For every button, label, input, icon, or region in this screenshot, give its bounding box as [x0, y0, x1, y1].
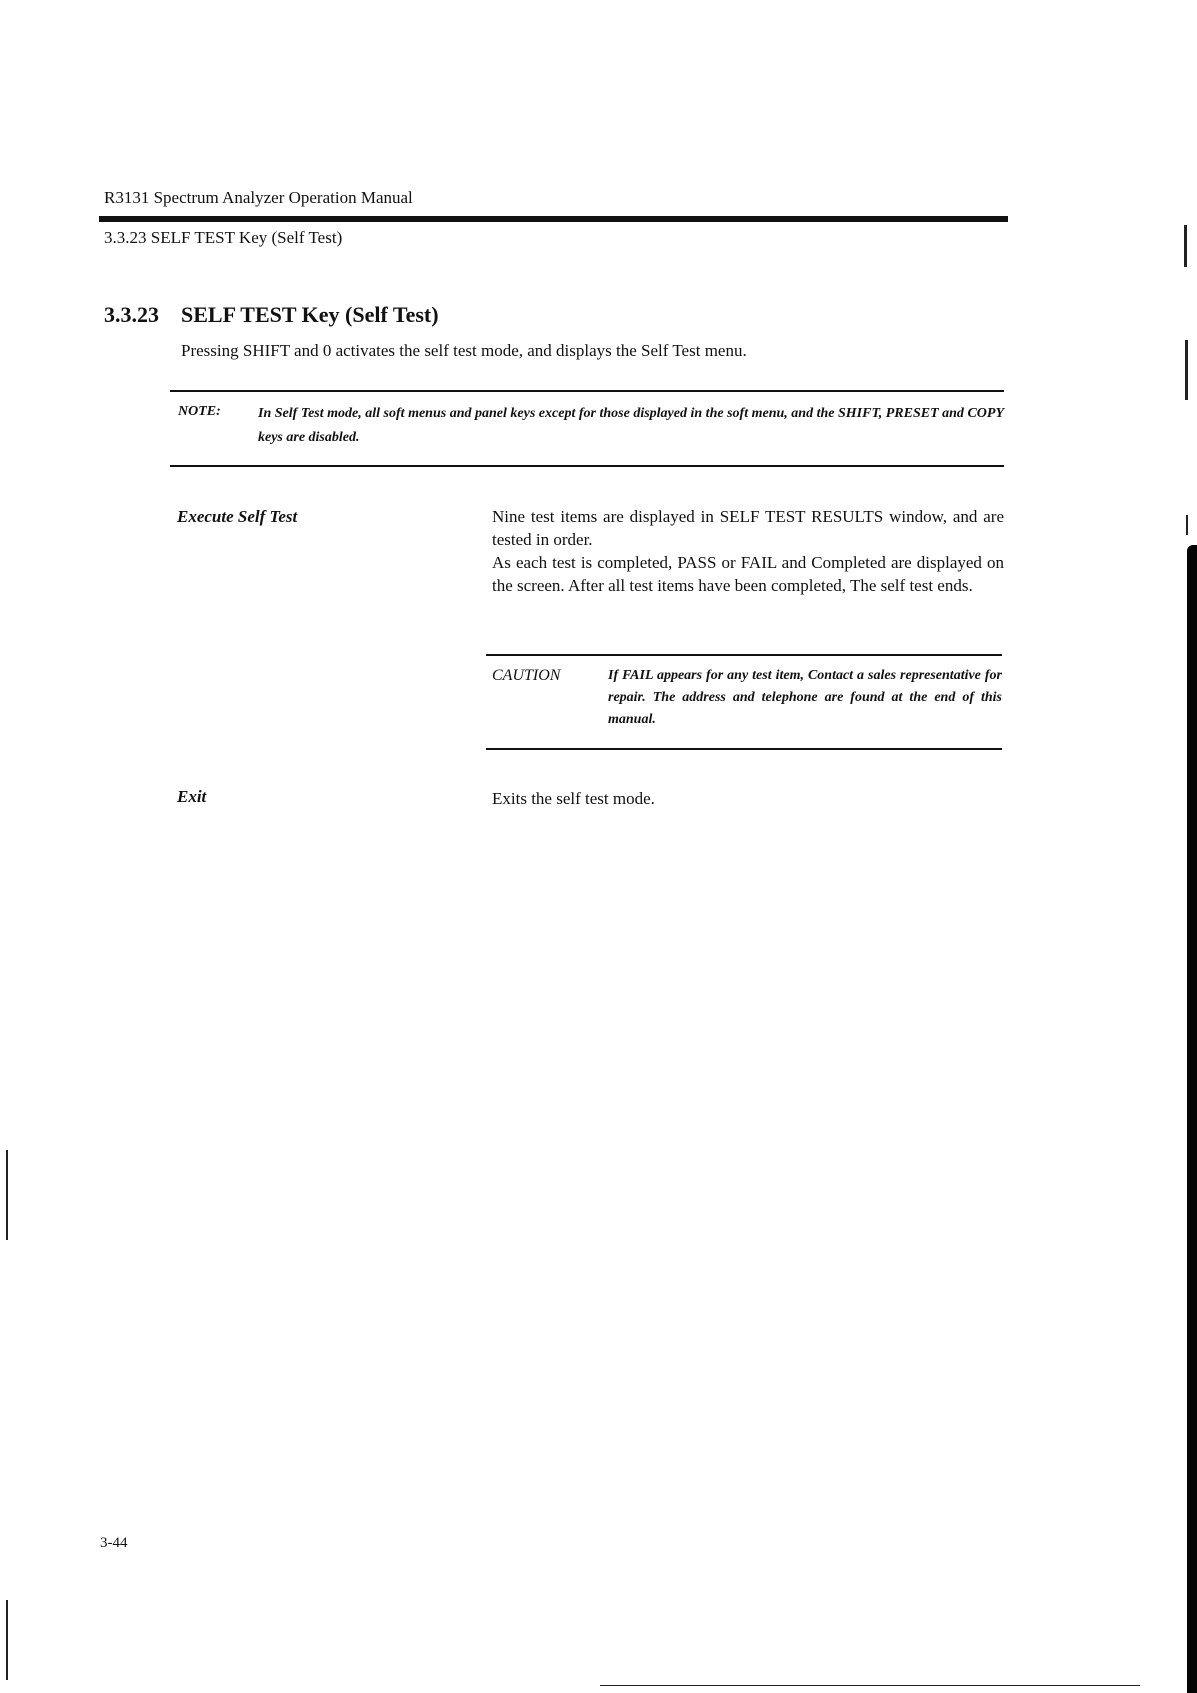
caution-rule-bottom — [486, 748, 1002, 750]
note-rule-top — [170, 390, 1004, 392]
caution-rule-top — [486, 654, 1002, 656]
exit-label: Exit — [177, 787, 207, 806]
section-number: 3.3.23 — [104, 302, 159, 327]
caution-text: If FAIL appears for any test item, Contact a sales representative for repair. The address and telephone are found at the end of this manual. — [608, 668, 1002, 727]
scan-mark — [1185, 340, 1188, 400]
scan-mark — [1186, 515, 1188, 535]
scan-mark — [6, 1600, 8, 1680]
exit-description: Exits the self test mode. — [492, 789, 655, 808]
section-title: SELF TEST Key (Self Test) — [181, 302, 439, 327]
scan-mark — [600, 1685, 1140, 1686]
note-text: In Self Test mode, all soft menus and panel keys except for those displayed in the soft menu, and the SHIFT, PRESET and COPY keys are disabled. — [258, 406, 1004, 445]
execute-self-test-description — [492, 505, 1004, 597]
page-number: 3-44 — [100, 1535, 128, 1551]
note-rule-bottom — [170, 465, 1004, 467]
note-label: NOTE: — [178, 404, 221, 419]
scan-mark — [6, 1150, 8, 1240]
description-paragraph: As each test is completed, PASS or FAIL and Completed are displayed on the screen. After all test items have been completed, The self test ends. — [492, 553, 1004, 595]
description-paragraph: Nine test items are displayed in SELF TEST RESULTS window, and are tested in order. — [492, 507, 1004, 549]
execute-self-test-label: Execute Self Test — [177, 507, 298, 526]
scan-edge-shadow — [1187, 545, 1197, 1693]
scan-mark — [1184, 225, 1187, 267]
caution-label: CAUTION — [492, 667, 561, 684]
manual-title: R3131 Spectrum Analyzer Operation Manual — [104, 188, 413, 207]
section-intro: Pressing SHIFT and 0 activates the self test mode, and displays the Self Test menu. — [181, 341, 747, 360]
header-section-ref: 3.3.23 SELF TEST Key (Self Test) — [104, 228, 343, 247]
header-rule — [99, 216, 1008, 222]
